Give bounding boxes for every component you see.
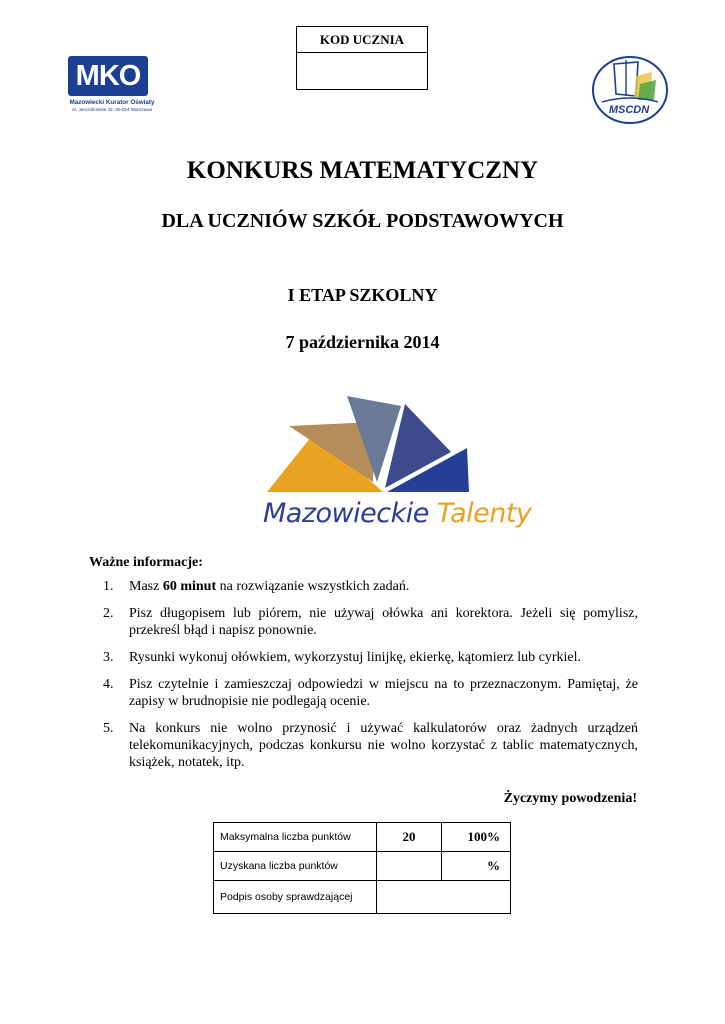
table-cell-signature[interactable] (377, 881, 511, 914)
talent-word-2: Talenty (436, 498, 532, 529)
table-cell-points: 20 (377, 823, 442, 852)
mko-logo-address: Al. Jerozolimskie 32, 00-024 Warszawa (71, 107, 153, 112)
list-item (103, 676, 638, 710)
good-luck-message: Życzymy powodzenia! (503, 791, 637, 806)
list-item (103, 720, 638, 771)
info-list (103, 578, 638, 781)
student-code-field[interactable] (297, 53, 427, 90)
table-cell-points[interactable] (377, 852, 442, 881)
mazowieckie-talenty-logo (255, 390, 532, 555)
list-item-text-before: Masz (129, 579, 163, 594)
list-item-number: 3. (103, 650, 114, 665)
table-cell-label: Uzyskana liczba punktów (214, 852, 377, 881)
list-item-number: 2. (103, 606, 114, 621)
list-item (103, 605, 638, 639)
table-cell-percent: 100% (442, 823, 511, 852)
subtitle: DLA UCZNIÓW SZKÓŁ PODSTAWOWYCH (161, 210, 564, 232)
list-item-emphasis: 60 minut (162, 579, 217, 594)
stage-title: I ETAP SZKOLNY (287, 285, 438, 305)
list-item-number: 5. (103, 721, 114, 736)
contest-date: 7 października 2014 (285, 332, 440, 352)
mko-logo-caption: Mazowiecki Kurator Oświaty (69, 99, 155, 106)
table-cell-percent[interactable]: % (442, 852, 511, 881)
mko-logo-mark: MKO (68, 56, 148, 96)
main-title: KONKURS MATEMATYCZNY (186, 157, 539, 184)
student-code-box (296, 26, 428, 90)
table-row (214, 852, 511, 881)
list-item-number: 4. (103, 677, 114, 692)
talent-triangles-icon (255, 390, 480, 500)
score-table (213, 822, 511, 914)
student-code-label: KOD UCZNIA (297, 27, 427, 53)
table-row (214, 823, 511, 852)
mscdn-logo-text: MSCDN (608, 104, 650, 116)
table-cell-label: Maksymalna liczba punktów (214, 823, 377, 852)
info-heading: Ważne informacje: (89, 555, 203, 570)
mko-logo (66, 56, 158, 126)
list-item-text: Rysunki wykonuj ołówkiem, wykorzystuj linijkę, ekierkę, kątomierz lub cyrkiel. (129, 650, 582, 665)
talent-word-1: Mazowieckie (263, 498, 429, 529)
mscdn-logo (590, 54, 670, 126)
list-item-text: Na konkurs nie wolno przynosić i używać kalkulatorów oraz żadnych urządzeń telekomunikacyjnych, podczas konkursu nie wolno korzystać z tablic matematycznych, książek, notatek, itp. (129, 721, 638, 770)
list-item-text: Pisz czytelnie i zamieszczaj odpowiedzi w miejscu na to przeznaczonym. Pamiętaj, że zapisy w brudnopisie nie podlegają ocenie. (129, 677, 638, 709)
table-cell-label: Podpis osoby sprawdzającej (214, 881, 377, 914)
list-item-text-after: na rozwiązanie wszystkich zadań. (216, 579, 410, 594)
list-item (103, 649, 638, 666)
list-item-text: Pisz długopisem lub piórem, nie używaj ołówka ani korektora. Jeżeli się pomylisz, przekreśl błąd i napisz ponownie. (129, 606, 638, 638)
table-row (214, 881, 511, 914)
talent-wordmark (263, 498, 531, 529)
list-item-number: 1. (103, 579, 114, 594)
list-item (103, 578, 638, 595)
